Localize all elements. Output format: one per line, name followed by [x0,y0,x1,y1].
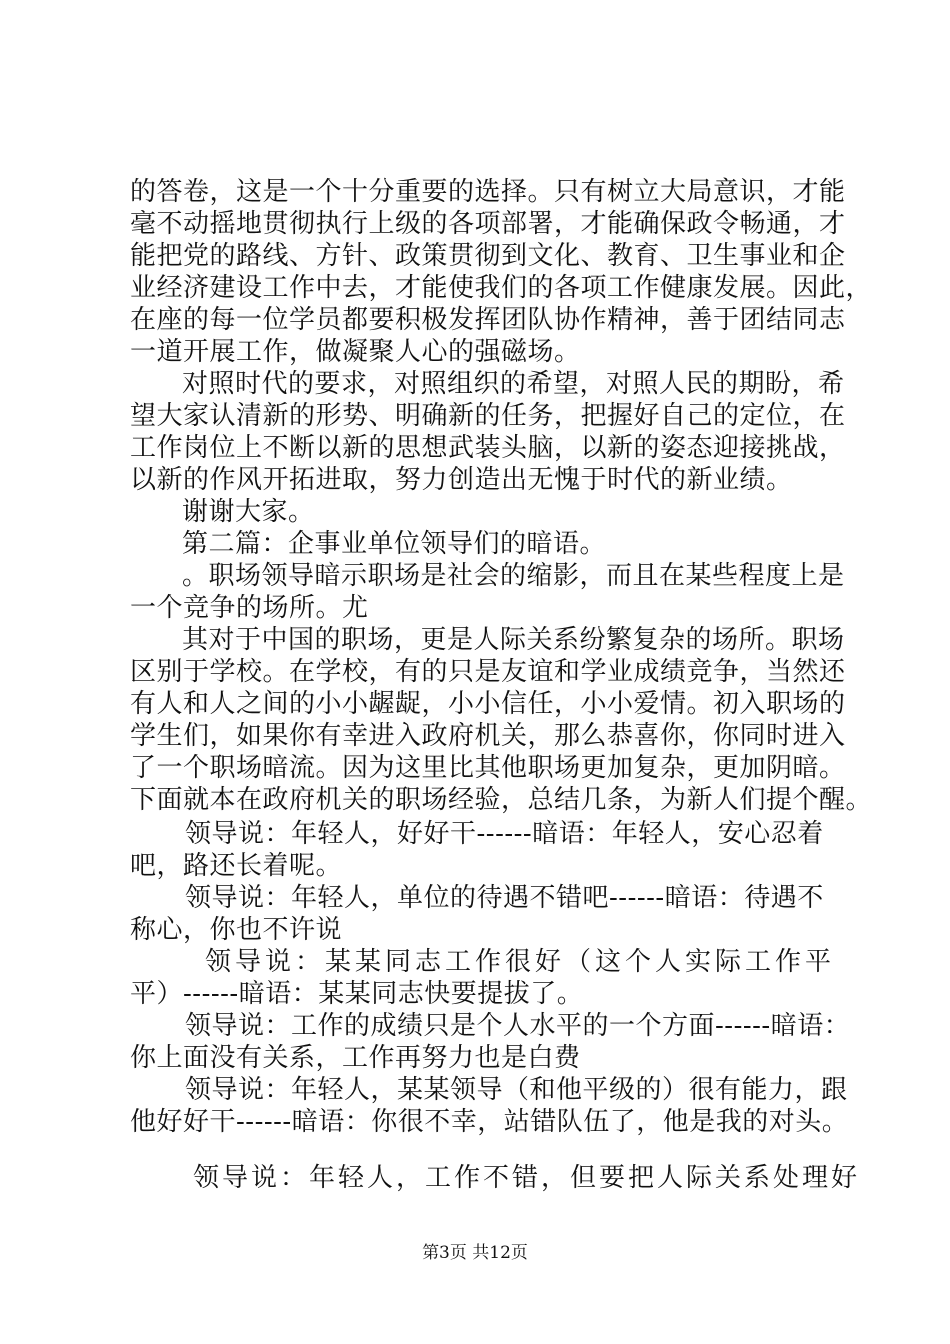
text-line: 称心，你也不许说 [130,915,343,945]
text-line: 一个竞争的场所。尤 [130,593,369,623]
text-line: 领导说：年轻人，单位的待遇不错吧------暗语：待遇不 [185,883,824,913]
text-line: 对照时代的要求，对照组织的希望，对照人民的期盼，希 [182,369,845,399]
text-line: 学生们，如果你有幸进入政府机关，那么恭喜你，你同时进入 [130,721,846,751]
text-line: 他好好干------暗语：你很不幸，站错队伍了，他是我的对头。 [130,1107,849,1137]
text-line: 领导说：工作的成绩只是个人水平的一个方面------暗语： [185,1011,851,1041]
text-line: 你上面没有关系，工作再努力也是白费 [130,1043,581,1073]
page-footer: 第3页 共12页 [422,1243,528,1263]
text-line: 业经济建设工作中去，才能使我们的各项工作健康发展。因此， [130,273,873,303]
text-line: 。职场领导暗示职场是社会的缩影，而且在某些程度上是 [182,561,845,591]
text-line: 的答卷，这是一个十分重要的选择。只有树立大局意识，才能 [130,177,846,207]
text-line: 在座的每一位学员都要积极发挥团队协作精神，善于团结同志 [130,305,846,335]
text-line: 平）------暗语：某某同志快要提拔了。 [130,979,584,1009]
text-line: 望大家认清新的形势、明确新的任务，把握好自己的定位，在 [130,401,846,431]
section-heading: 第二篇：企事业单位领导们的暗语。 [182,529,607,559]
text-line: 工作岗位上不断以新的思想武装头脑，以新的姿态迎接挑战， [130,433,846,463]
text-line: 有人和人之间的小小龌龊，小小信任，小小爱情。初入职场的 [130,689,846,719]
text-line: 能把党的路线、方针、政策贯彻到文化、教育、卫生事业和企 [130,241,846,271]
text-line: 下面就本在政府机关的职场经验，总结几条，为新人们提个醒。 [130,785,873,815]
text-line: 领导说：年轻人，好好干------暗语：年轻人，安心忍着 [185,819,824,849]
text-line: 领导说：某某同志工作很好（这个人实际工作平 [205,947,836,977]
text-line: 区别于学校。在学校，有的只是友谊和学业成绩竞争，当然还 [130,657,846,687]
text-line: 了一个职场暗流。因为这里比其他职场更加复杂，更加阴暗。 [130,753,846,783]
text-line: 以新的作风开拓进取，努力创造出无愧于时代的新业绩。 [130,465,793,495]
text-line: 领导说：年轻人，工作不错，但要把人际关系处理好 [193,1163,861,1193]
text-line: 毫不动摇地贯彻执行上级的各项部署，才能确保政令畅通，才 [130,209,846,239]
text-line: 领导说：年轻人，某某领导（和他平级的）很有能力，跟 [185,1075,848,1105]
text-line: 吧，路还长着呢。 [130,851,343,881]
text-line: 其对于中国的职场，更是人际关系纷繁复杂的场所。职场 [182,625,845,655]
text-line: 一道开展工作，做凝聚人心的强磁场。 [130,337,581,367]
text-line: 谢谢大家。 [182,497,315,527]
